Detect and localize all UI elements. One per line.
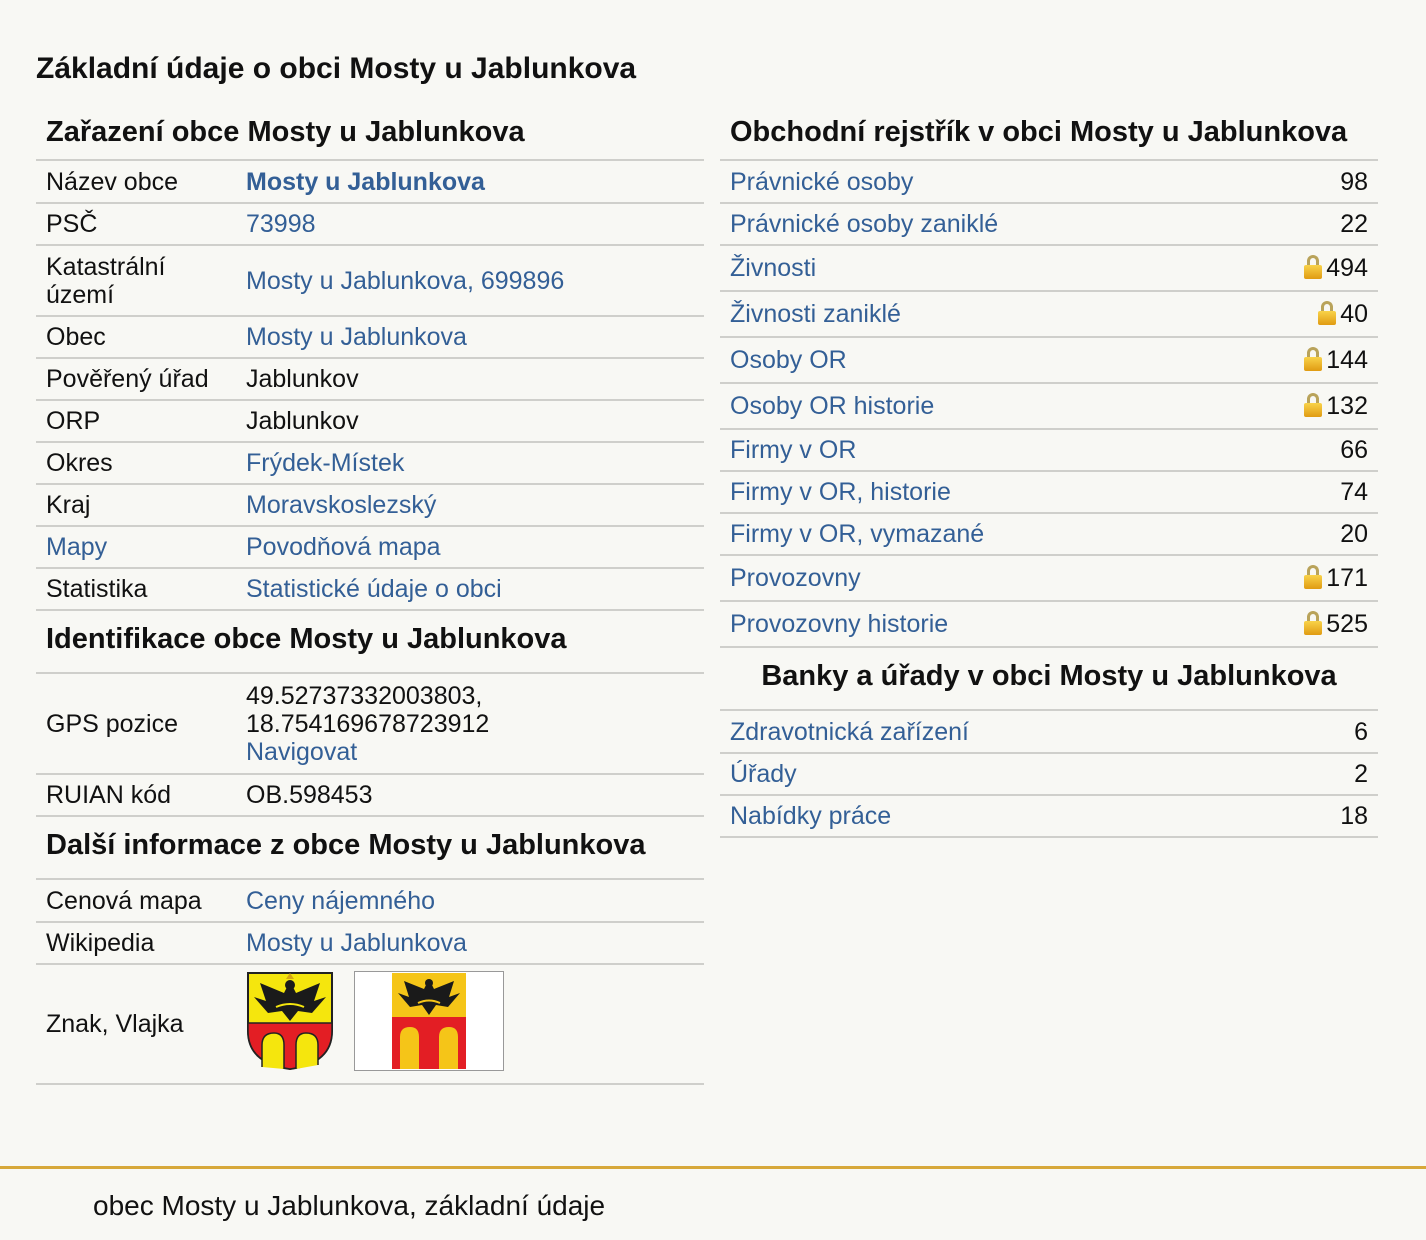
lock-icon: [1304, 347, 1322, 371]
ruian-value: OB.598453: [236, 774, 704, 816]
row-label: PSČ: [36, 203, 236, 245]
count: 132: [1326, 392, 1368, 420]
ceny-najemneho-link[interactable]: Ceny nájemného: [246, 886, 436, 915]
row-label: Statistika: [36, 568, 236, 610]
nabidky-prace-link[interactable]: Nabídky práce: [730, 802, 892, 830]
table-row: [36, 964, 704, 1084]
wikipedia-label: Wikipedia: [36, 922, 236, 964]
count: 2: [1275, 753, 1378, 795]
firmy-v-or-link[interactable]: Firmy v OR: [730, 436, 857, 464]
znak-vlajka-label: Znak, Vlajka: [36, 964, 236, 1084]
dalsi-table: [36, 880, 704, 1085]
gps-label: GPS pozice: [36, 674, 236, 774]
table-row: [36, 674, 704, 774]
count: 98: [1230, 161, 1378, 203]
lock-icon: [1304, 393, 1322, 417]
nazev-obce-link[interactable]: Mosty u Jablunkova: [246, 167, 485, 196]
firmy-v-or-vymazane-link[interactable]: Firmy v OR, vymazané: [730, 520, 985, 548]
table-row: [36, 568, 704, 610]
count: 66: [1230, 429, 1378, 471]
footer-text: obec Mosty u Jablunkova, základní údaje: [93, 1190, 606, 1221]
table-row: [720, 203, 1378, 245]
table-row: [720, 383, 1378, 429]
table-row: [720, 161, 1378, 203]
obec-link[interactable]: Mosty u Jablunkova: [246, 323, 467, 351]
row-label: Katastrální území: [36, 245, 236, 316]
right-column: [720, 110, 1378, 838]
table-row: [36, 358, 704, 400]
zdravotnicka-zarizeni-link[interactable]: Zdravotnická zařízení: [730, 717, 969, 746]
table-row: [36, 880, 704, 922]
count: 22: [1230, 203, 1378, 245]
okres-link[interactable]: Frýdek-Místek: [246, 449, 405, 477]
pravnicke-osoby-link[interactable]: Právnické osoby: [730, 167, 914, 196]
rejstrik-table: [720, 161, 1378, 648]
row-label: Název obce: [36, 161, 236, 203]
ruian-label: RUIAN kód: [36, 774, 236, 816]
table-row: [720, 429, 1378, 471]
footer-divider: [0, 1166, 1426, 1169]
zarazeni-heading: Zařazení obce Mosty u Jablunkova: [36, 110, 704, 161]
zivnosti-link[interactable]: Živnosti: [730, 254, 817, 282]
provozovny-historie-link[interactable]: Provozovny historie: [730, 610, 949, 638]
table-row: [720, 753, 1378, 795]
psc-link[interactable]: 73998: [246, 210, 316, 238]
table-row: [720, 513, 1378, 555]
table-row: [36, 245, 704, 316]
povereny-urad-value: Jablunkov: [236, 358, 704, 400]
table-row: [36, 484, 704, 526]
orp-value: Jablunkov: [236, 400, 704, 442]
rejstrik-heading: Obchodní rejstřík v obci Mosty u Jablunkova: [720, 110, 1378, 161]
left-column: [36, 110, 704, 1085]
page-title: Základní údaje o obci Mosty u Jablunkova: [36, 52, 637, 85]
table-row: [36, 922, 704, 964]
count: 494: [1326, 254, 1368, 282]
table-row: [36, 400, 704, 442]
count: 525: [1326, 610, 1368, 638]
lock-icon: [1304, 611, 1322, 635]
katastralni-uzemi-link[interactable]: Mosty u Jablunkova, 699896: [246, 266, 565, 295]
osoby-or-historie-link[interactable]: Osoby OR historie: [730, 392, 935, 420]
table-row: [36, 526, 704, 568]
identifikace-table: [36, 674, 704, 817]
count: 6: [1275, 711, 1378, 753]
mapy-link[interactable]: Mapy: [46, 533, 108, 561]
banky-table: [720, 711, 1378, 838]
identifikace-heading: Identifikace obce Mosty u Jablunkova: [36, 611, 704, 674]
row-label: Kraj: [36, 484, 236, 526]
zivnosti-zanikle-link[interactable]: Živnosti zaniklé: [730, 300, 901, 328]
wikipedia-link[interactable]: Mosty u Jablunkova: [246, 929, 467, 957]
table-row: [720, 795, 1378, 837]
count: 20: [1230, 513, 1378, 555]
table-row: [720, 291, 1378, 337]
navigovat-link[interactable]: Navigovat: [246, 737, 358, 766]
coat-of-arms-image[interactable]: [246, 971, 334, 1077]
povodnova-mapa-link[interactable]: Povodňová mapa: [246, 533, 441, 561]
lock-icon: [1304, 255, 1322, 279]
table-row: [36, 316, 704, 358]
statistika-link[interactable]: Statistické údaje o obci: [246, 575, 502, 603]
zarazeni-table: [36, 161, 704, 611]
table-row: [720, 711, 1378, 753]
count: 74: [1230, 471, 1378, 513]
row-label: Pověřený úřad: [36, 358, 236, 400]
table-row: [720, 337, 1378, 383]
table-row: [36, 161, 704, 203]
firmy-v-or-historie-link[interactable]: Firmy v OR, historie: [730, 478, 951, 506]
gps-lat: 49.52737332003803,: [246, 681, 483, 710]
count: 171: [1326, 564, 1368, 592]
urady-link[interactable]: Úřady: [730, 760, 797, 788]
cenova-mapa-label: Cenová mapa: [36, 880, 236, 922]
row-label: Obec: [36, 316, 236, 358]
provozovny-link[interactable]: Provozovny: [730, 564, 861, 592]
lock-icon: [1318, 301, 1336, 325]
table-row: [36, 203, 704, 245]
pravnicke-osoby-zanikle-link[interactable]: Právnické osoby zaniklé: [730, 210, 999, 238]
table-row: [720, 555, 1378, 601]
row-label: Okres: [36, 442, 236, 484]
dalsi-heading: Další informace z obce Mosty u Jablunkova: [36, 817, 704, 880]
gps-lon: 18.754169678723912: [246, 709, 490, 738]
table-row: [36, 774, 704, 816]
count: 144: [1326, 346, 1368, 374]
table-row: [720, 471, 1378, 513]
kraj-link[interactable]: Moravskoslezský: [246, 491, 437, 519]
banky-heading: Banky a úřady v obci Mosty u Jablunkova: [720, 648, 1378, 711]
count: 18: [1275, 795, 1378, 837]
osoby-or-link[interactable]: Osoby OR: [730, 346, 847, 374]
table-row: [720, 601, 1378, 647]
row-label: ORP: [36, 400, 236, 442]
flag-image[interactable]: [354, 971, 504, 1077]
lock-icon: [1304, 565, 1322, 589]
table-row: [36, 442, 704, 484]
table-row: [720, 245, 1378, 291]
count: 40: [1340, 300, 1368, 328]
